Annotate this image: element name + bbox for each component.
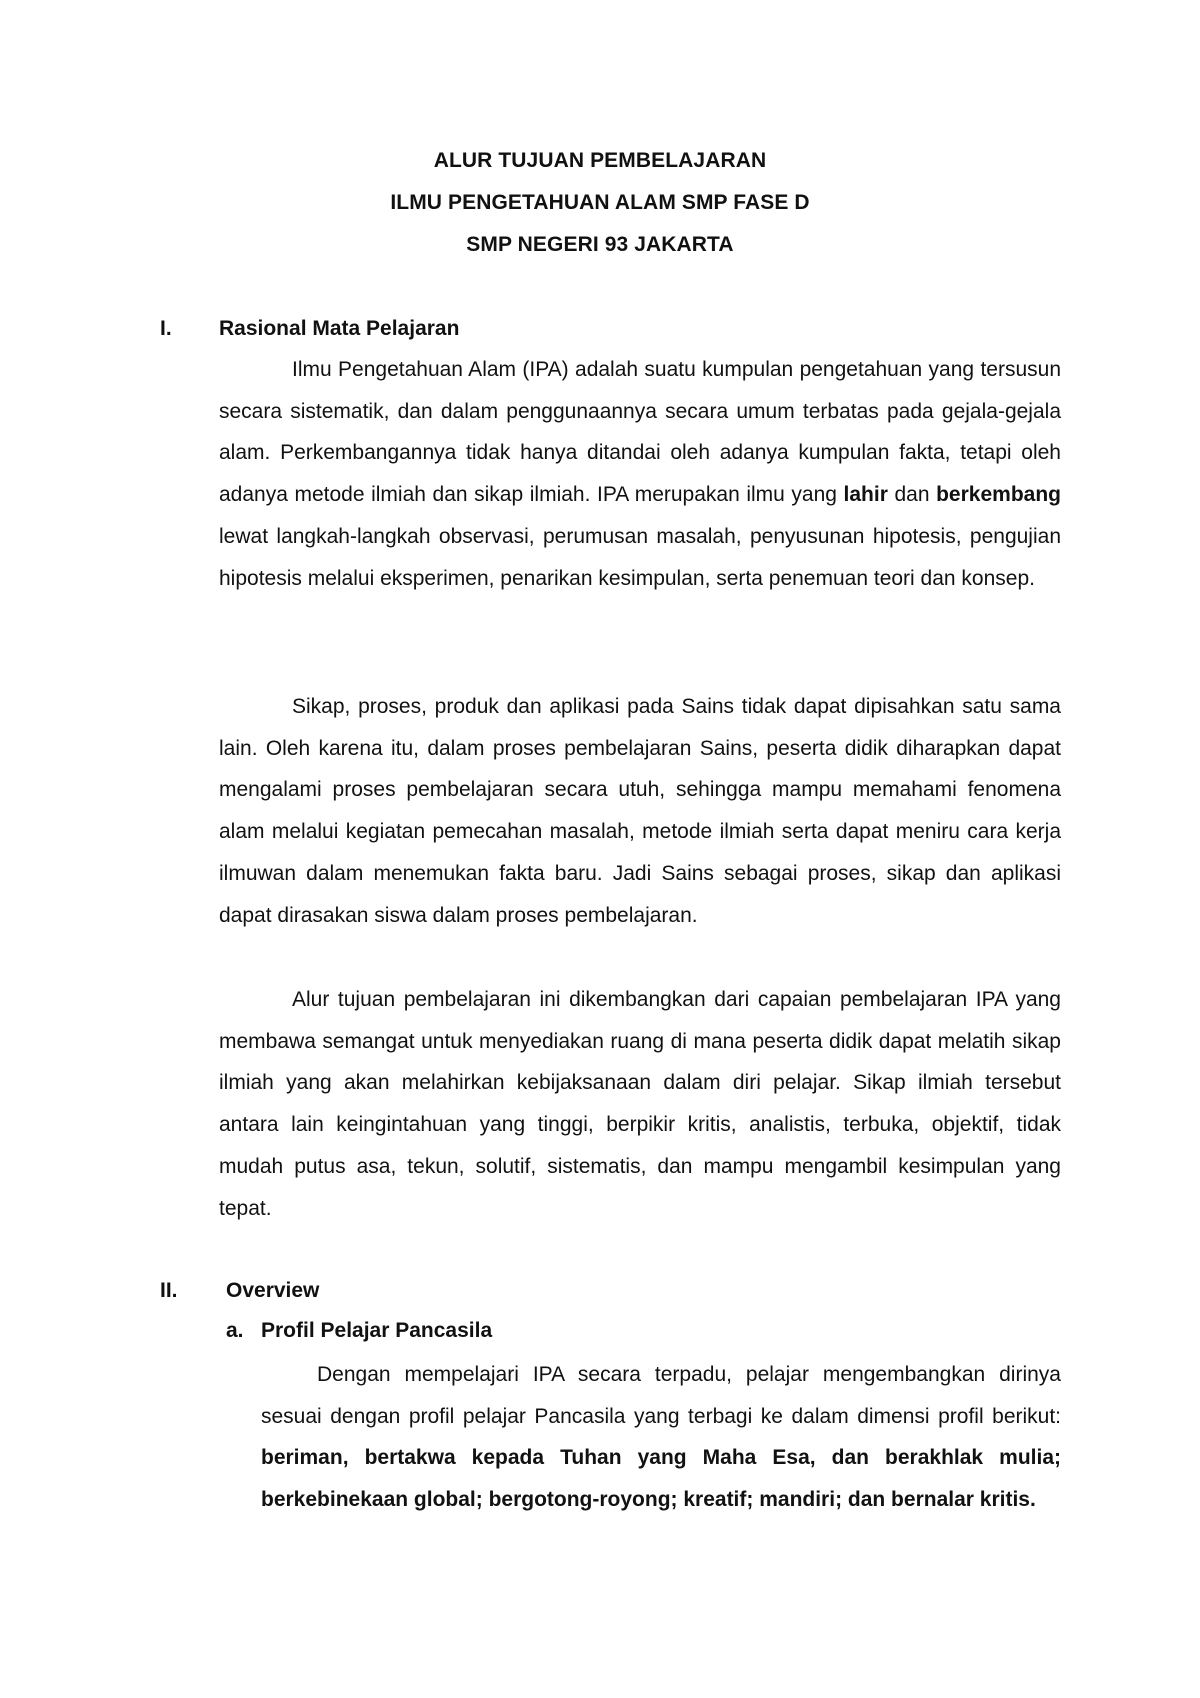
section-1-heading: Rasional Mata Pelajaran <box>219 317 460 340</box>
subsection-a-text: Dengan mempelajari IPA secara terpadu, pelajar mengembangkan dirinya sesuai dengan profil pelajar Pancasila yang terbagi ke dalam dimensi profil berikut: <box>261 1363 1061 1428</box>
document-title <box>0 140 1200 266</box>
title-line-1: ALUR TUJUAN PEMBELAJARAN <box>433 149 767 172</box>
title-line-3: SMP NEGERI 93 JAKARTA <box>466 233 734 256</box>
section-1-number: I. <box>160 317 172 340</box>
section-1-paragraph-2 <box>219 686 1061 936</box>
section-2-number: II. <box>160 1279 178 1302</box>
paragraph-3-text: Alur tujuan pembelajaran ini dikembangkan dari capaian pembelajaran IPA yang membawa semangat untuk menyediakan ruang di mana peserta didik dapat melatih sikap ilmiah yang akan melahirkan kebijaksanaan dalam diri pelajar. Sikap ilmiah tersebut antara lain keingintahuan yang tinggi, berpikir kritis, analistis, terbuka, objektif, tidak mudah putus asa, tekun, solutif, sistematis, dan mampu mengambil kesimpulan yang tepat. <box>219 988 1061 1220</box>
subsection-a-bold-text: beriman, bertakwa kepada Tuhan yang Maha Esa, dan berakhlak mulia; berkebinekaan global; bergotong-royong; kreatif; mandiri; dan bernalar kritis. <box>261 1446 1061 1512</box>
paragraph-1-text-b: dan <box>887 483 937 507</box>
section-1-paragraph-1 <box>219 349 1061 599</box>
subsection-a-letter: a. <box>226 1319 244 1342</box>
paragraph-1-text-a: Ilmu Pengetahuan Alam (IPA) adalah suatu kumpulan pengetahuan yang tersusun secara sistematik, dan dalam penggunaannya secara umum terbatas pada gejala-gejala alam. Perkembangannya tidak hanya ditandai oleh adanya kumpulan fakta, tetapi oleh adanya metode ilmiah dan sikap ilmiah. IPA merupakan ilmu yang <box>219 358 1061 507</box>
paragraph-1-text-c: lewat langkah-langkah observasi, perumusan masalah, penyusunan hipotesis, pengujian hipotesis melalui eksperimen, penarikan kesimpulan, serta penemuan teori dan konsep. <box>219 524 1061 590</box>
bold-word-lahir: lahir <box>843 483 888 507</box>
section-2-heading: Overview <box>226 1279 320 1302</box>
subsection-a-heading: Profil Pelajar Pancasila <box>261 1319 493 1342</box>
paragraph-2-text: Sikap, proses, produk dan aplikasi pada Sains tidak dapat dipisahkan satu sama lain. Oleh karena itu, dalam proses pembelajaran Sains, peserta didik diharapkan dapat mengalami proses pembelajaran secara utuh, sehingga mampu memahami fenomena alam melalui kegiatan pemecahan masalah, metode ilmiah serta dapat meniru cara kerja ilmuwan dalam menemukan fakta baru. Jadi Sains sebagai proses, sikap dan aplikasi dapat dirasakan siswa dalam proses pembelajaran. <box>219 695 1061 927</box>
subsection-a-paragraph <box>261 1354 1061 1521</box>
section-1-paragraph-3 <box>219 979 1061 1229</box>
title-line-2: ILMU PENGETAHUAN ALAM SMP FASE D <box>390 191 810 214</box>
bold-word-berkembang: berkembang <box>936 483 1061 507</box>
